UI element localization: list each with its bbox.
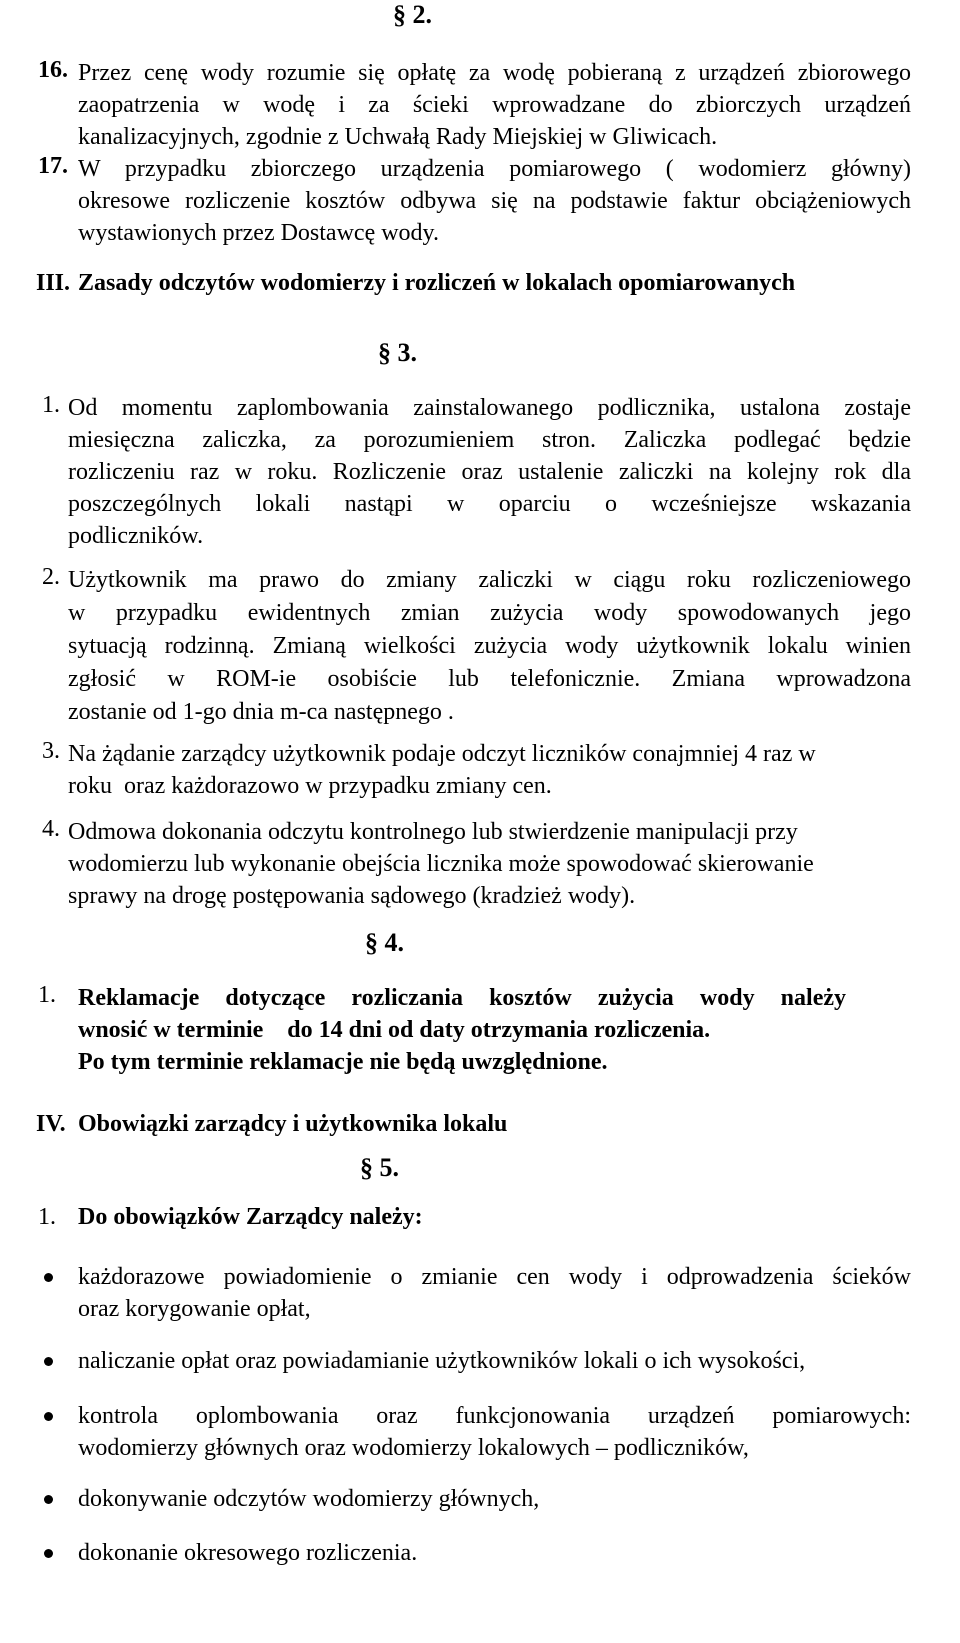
item-16-number: 16. <box>38 57 68 83</box>
section-4-heading: § 4. <box>365 928 404 957</box>
s3-item-4-text <box>68 816 911 912</box>
bullet-item <box>78 1261 911 1325</box>
bullet-icon <box>44 1549 53 1558</box>
item-17-line: okresowe rozliczenie kosztów odbywa się na podstawie faktur obciążeniowych <box>78 188 911 214</box>
bullet-item <box>78 1400 911 1464</box>
section-3-heading: § 3. <box>378 338 417 367</box>
chapter-4-number: IV. <box>36 1111 66 1137</box>
section-2-heading: § 2. <box>393 0 432 29</box>
s3-item-3-line: Na żądanie zarządcy użytkownik podaje odczyt liczników conajmniej 4 raz w <box>68 741 816 767</box>
section-5-heading: § 5. <box>360 1153 399 1182</box>
s3-item-4-line: sprawy na drogę postępowania sądowego (kradzież wody). <box>68 883 636 909</box>
bullet-line: naliczanie opłat oraz powiadamianie użytkowników lokali o ich wysokości, <box>78 1348 806 1374</box>
item-16-line: Przez cenę wody rozumie się opłatę za wodę pobieraną z urządzeń zbiorowego <box>78 60 911 86</box>
s3-item-1-line: Od momentu zaplombowania zainstalowanego podlicznika, ustalona zostaje <box>68 395 911 421</box>
item-17-line: W przypadku zbiorczego urządzenia pomiarowego ( wodomierz główny) <box>78 156 911 182</box>
bullet-line: dokonywanie odczytów wodomierzy głównych, <box>78 1486 540 1512</box>
s3-item-3-number: 3. <box>42 738 60 764</box>
s3-item-1-text <box>68 392 911 552</box>
s5-item-1-number: 1. <box>38 1204 56 1230</box>
s3-item-1-line: miesięczna zaliczka, za porozumieniem stron. Zaliczka podlegać będzie <box>68 427 911 453</box>
s3-item-2-line: zgłosić w ROM-ie osobiście lub telefonicznie. Zmiana wprowadzona <box>68 666 911 692</box>
s4-item-1-text <box>78 982 846 1078</box>
chapter-4-title: Obowiązki zarządcy i użytkownika lokalu <box>78 1111 508 1137</box>
s3-item-1-line: poszczególnych lokali nastąpi w oparciu o wcześniejsze wskazania <box>68 491 911 517</box>
s4-item-1-line: Reklamacje dotyczące rozliczania kosztów zużycia wody należy <box>78 985 846 1011</box>
bullet-icon <box>44 1357 53 1366</box>
item-16-text <box>78 57 911 153</box>
bullet-icon <box>44 1273 53 1282</box>
s3-item-3-line: roku oraz każdorazowo w przypadku zmiany cen. <box>68 773 552 799</box>
s3-item-2-line: w przypadku ewidentnych zmian zużycia wody spowodowanych jego <box>68 600 911 626</box>
s4-item-1-line: Po tym terminie reklamacje nie będą uwzględnione. <box>78 1049 608 1075</box>
s3-item-1-number: 1. <box>42 392 60 418</box>
item-17-text <box>78 153 911 249</box>
bullet-icon <box>44 1412 53 1421</box>
s3-item-2-line: sytuacją rodzinną. Zmianą wielkości zużycia wody użytkownik lokalu winien <box>68 633 911 659</box>
s3-item-4-line: wodomierzu lub wykonanie obejścia licznika może spowodować skierowanie <box>68 851 814 877</box>
s4-item-1-line: wnosić w terminie do 14 dni od daty otrzymania rozliczenia. <box>78 1017 711 1043</box>
bullet-line: każdorazowe powiadomienie o zmianie cen wody i odprowadzenia ścieków <box>78 1264 911 1290</box>
s3-item-1-line: podliczników. <box>68 523 204 549</box>
s3-item-2-line: Użytkownik ma prawo do zmiany zaliczki w ciągu roku rozliczeniowego <box>68 567 911 593</box>
chapter-3-number: III. <box>36 270 71 296</box>
bullet-line: oraz korygowanie opłat, <box>78 1296 311 1322</box>
bullet-line: kontrola oplombowania oraz funkcjonowania urządzeń pomiarowych: <box>78 1403 911 1429</box>
s3-item-3-text <box>68 738 911 802</box>
item-17-number: 17. <box>38 153 68 179</box>
item-16-line: kanalizacyjnych, zgodnie z Uchwałą Rady Miejskiej w Gliwicach. <box>78 124 718 150</box>
s3-item-1-line: rozliczeniu raz w roku. Rozliczenie oraz ustalenie zaliczki na kolejny rok dla <box>68 459 911 485</box>
s3-item-4-number: 4. <box>42 816 60 842</box>
bullet-item <box>78 1345 911 1377</box>
bullet-icon <box>44 1495 53 1504</box>
bullet-item <box>78 1537 911 1569</box>
bullet-line: dokonanie okresowego rozliczenia. <box>78 1540 418 1566</box>
bullet-line: wodomierzy głównych oraz wodomierzy lokalowych – podliczników, <box>78 1435 749 1461</box>
s3-item-2-text <box>68 564 911 729</box>
s4-item-1-number: 1. <box>38 982 56 1008</box>
item-17-line: wystawionych przez Dostawcę wody. <box>78 220 439 246</box>
item-16-line: zaopatrzenia w wodę i za ścieki wprowadzane do zbiorczych urządzeń <box>78 92 911 118</box>
s5-item-1-title: Do obowiązków Zarządcy należy: <box>78 1204 423 1230</box>
s3-item-2-line: zostanie od 1-go dnia m-ca następnego . <box>68 699 454 725</box>
s3-item-2-number: 2. <box>42 564 60 590</box>
bullet-item <box>78 1483 911 1515</box>
chapter-3-title: Zasady odczytów wodomierzy i rozliczeń w lokalach opomiarowanych <box>78 270 796 296</box>
s3-item-4-line: Odmowa dokonania odczytu kontrolnego lub stwierdzenie manipulacji przy <box>68 819 798 845</box>
